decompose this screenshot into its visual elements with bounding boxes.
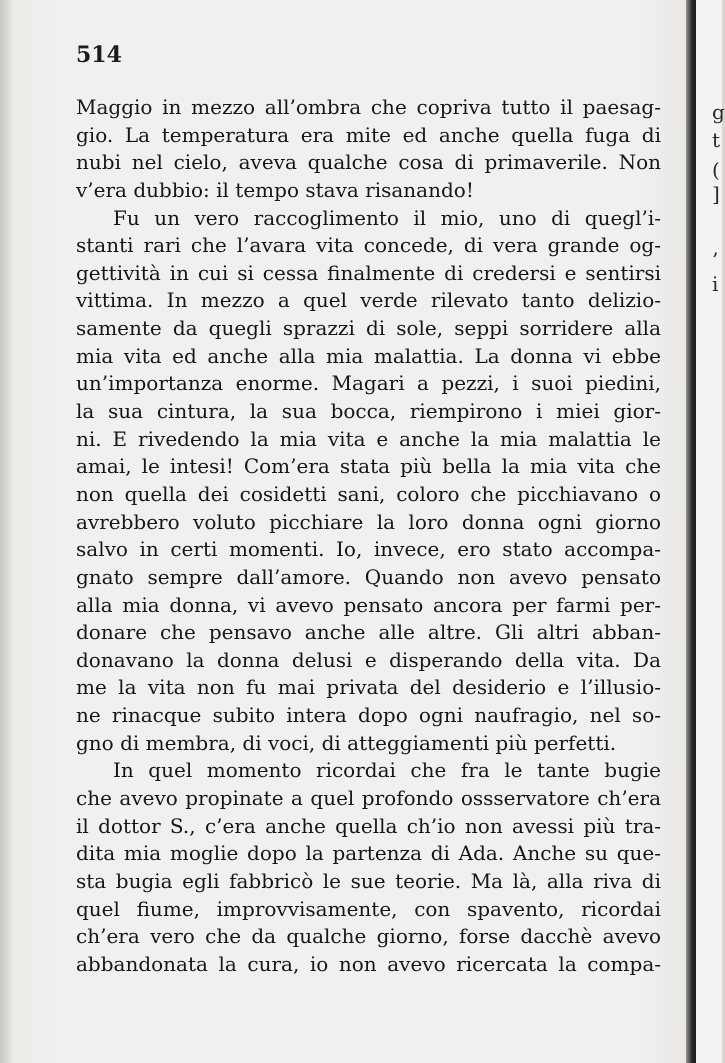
text-line: donare che pensavo anche alle altre. Gli altri abban- bbox=[76, 620, 661, 645]
text-line: me la vita non fu mai privata del desiderio e l’illusio- bbox=[76, 675, 661, 700]
text-line: ne rinacque subito intera dopo ogni naufragio, nel so- bbox=[76, 703, 661, 728]
text-line: sta bugia egli fabbricò le sue teorie. Ma là, alla riva di bbox=[76, 868, 661, 893]
text-line: v’era dubbio: il tempo stava risanando! bbox=[76, 177, 474, 202]
text-line: Fu un vero raccoglimento il mio, uno di quegl’i- bbox=[113, 205, 661, 230]
text-line: salvo in certi momenti. Io, invece, ero stato accompa- bbox=[76, 537, 661, 562]
next-page-fragment: i bbox=[712, 272, 719, 296]
text-line: gio. La temperatura era mite ed anche quella fuga di bbox=[76, 122, 661, 147]
text-line: ch’era vero che da qualche giorno, forse dacchè avevo bbox=[76, 924, 661, 949]
text-line: gettività in cui si cessa finalmente di credersi e sentirsi bbox=[76, 260, 661, 285]
text-line: gno di membra, di voci, di atteggiamenti più perfetti. bbox=[76, 730, 617, 755]
next-page-fragment: ’ bbox=[712, 248, 719, 272]
text-line: un’importanza enorme. Magari a pezzi, i suoi piedini, bbox=[76, 371, 661, 396]
text-line: quel fiume, improvvisamente, con spavento, ricordai bbox=[76, 896, 661, 921]
text-line: il dottor S., c’era anche quella ch’io non avessi più tra- bbox=[76, 813, 661, 838]
text-line: nubi nel cielo, aveva qualche cosa di primaverile. Non bbox=[76, 150, 661, 175]
next-page-fragment: ] bbox=[712, 182, 720, 206]
text-line: la sua cintura, la sua bocca, riempirono i miei gior- bbox=[76, 399, 661, 424]
body-text bbox=[76, 94, 661, 979]
text-line: Maggio in mezzo all’ombra che copriva tutto il paesag- bbox=[76, 95, 661, 119]
text-line: ni. E rivedendo la mia vita e anche la mia malattia le bbox=[76, 426, 661, 451]
text-line: abbandonata la cura, io non avevo ricercata la compa- bbox=[76, 951, 661, 976]
text-line: non quella dei cosidetti sani, coloro che picchiavano o bbox=[76, 481, 661, 506]
text-line: mia vita ed anche alla mia malattia. La donna vi ebbe bbox=[76, 343, 661, 368]
next-page-edge bbox=[696, 0, 725, 1063]
text-line: che avevo propinate a quel profondo ossservatore ch’era bbox=[76, 786, 661, 811]
text-line: avrebbero voluto picchiare la loro donna ogni giorno bbox=[76, 509, 661, 534]
next-page-fragment: ( bbox=[712, 158, 720, 182]
next-page-fragment: t bbox=[712, 128, 721, 152]
text-line: samente da quegli sprazzi di sole, seppi sorridere alla bbox=[76, 316, 661, 341]
page-number: 514 bbox=[76, 42, 122, 68]
text-line: gnato sempre dall’amore. Quando non avevo pensato bbox=[76, 564, 661, 589]
text-line: stanti rari che l’avara vita concede, di vera grande og- bbox=[76, 233, 661, 258]
text-line: donavano la donna delusi e disperando della vita. Da bbox=[76, 647, 661, 672]
text-line: alla mia donna, vi avevo pensato ancora per farmi per- bbox=[76, 592, 661, 617]
text-line: vittima. In mezzo a quel verde rilevato tanto delizio- bbox=[76, 288, 661, 313]
text-line: dita mia moglie dopo la partenza di Ada. Anche su que- bbox=[76, 841, 661, 866]
book-gutter bbox=[686, 0, 696, 1063]
text-line: In quel momento ricordai che fra le tante bugie bbox=[113, 758, 661, 783]
text-line: amai, le intesi! Com’era stata più bella la mia vita che bbox=[76, 454, 661, 479]
next-page-fragment: g bbox=[712, 100, 725, 124]
